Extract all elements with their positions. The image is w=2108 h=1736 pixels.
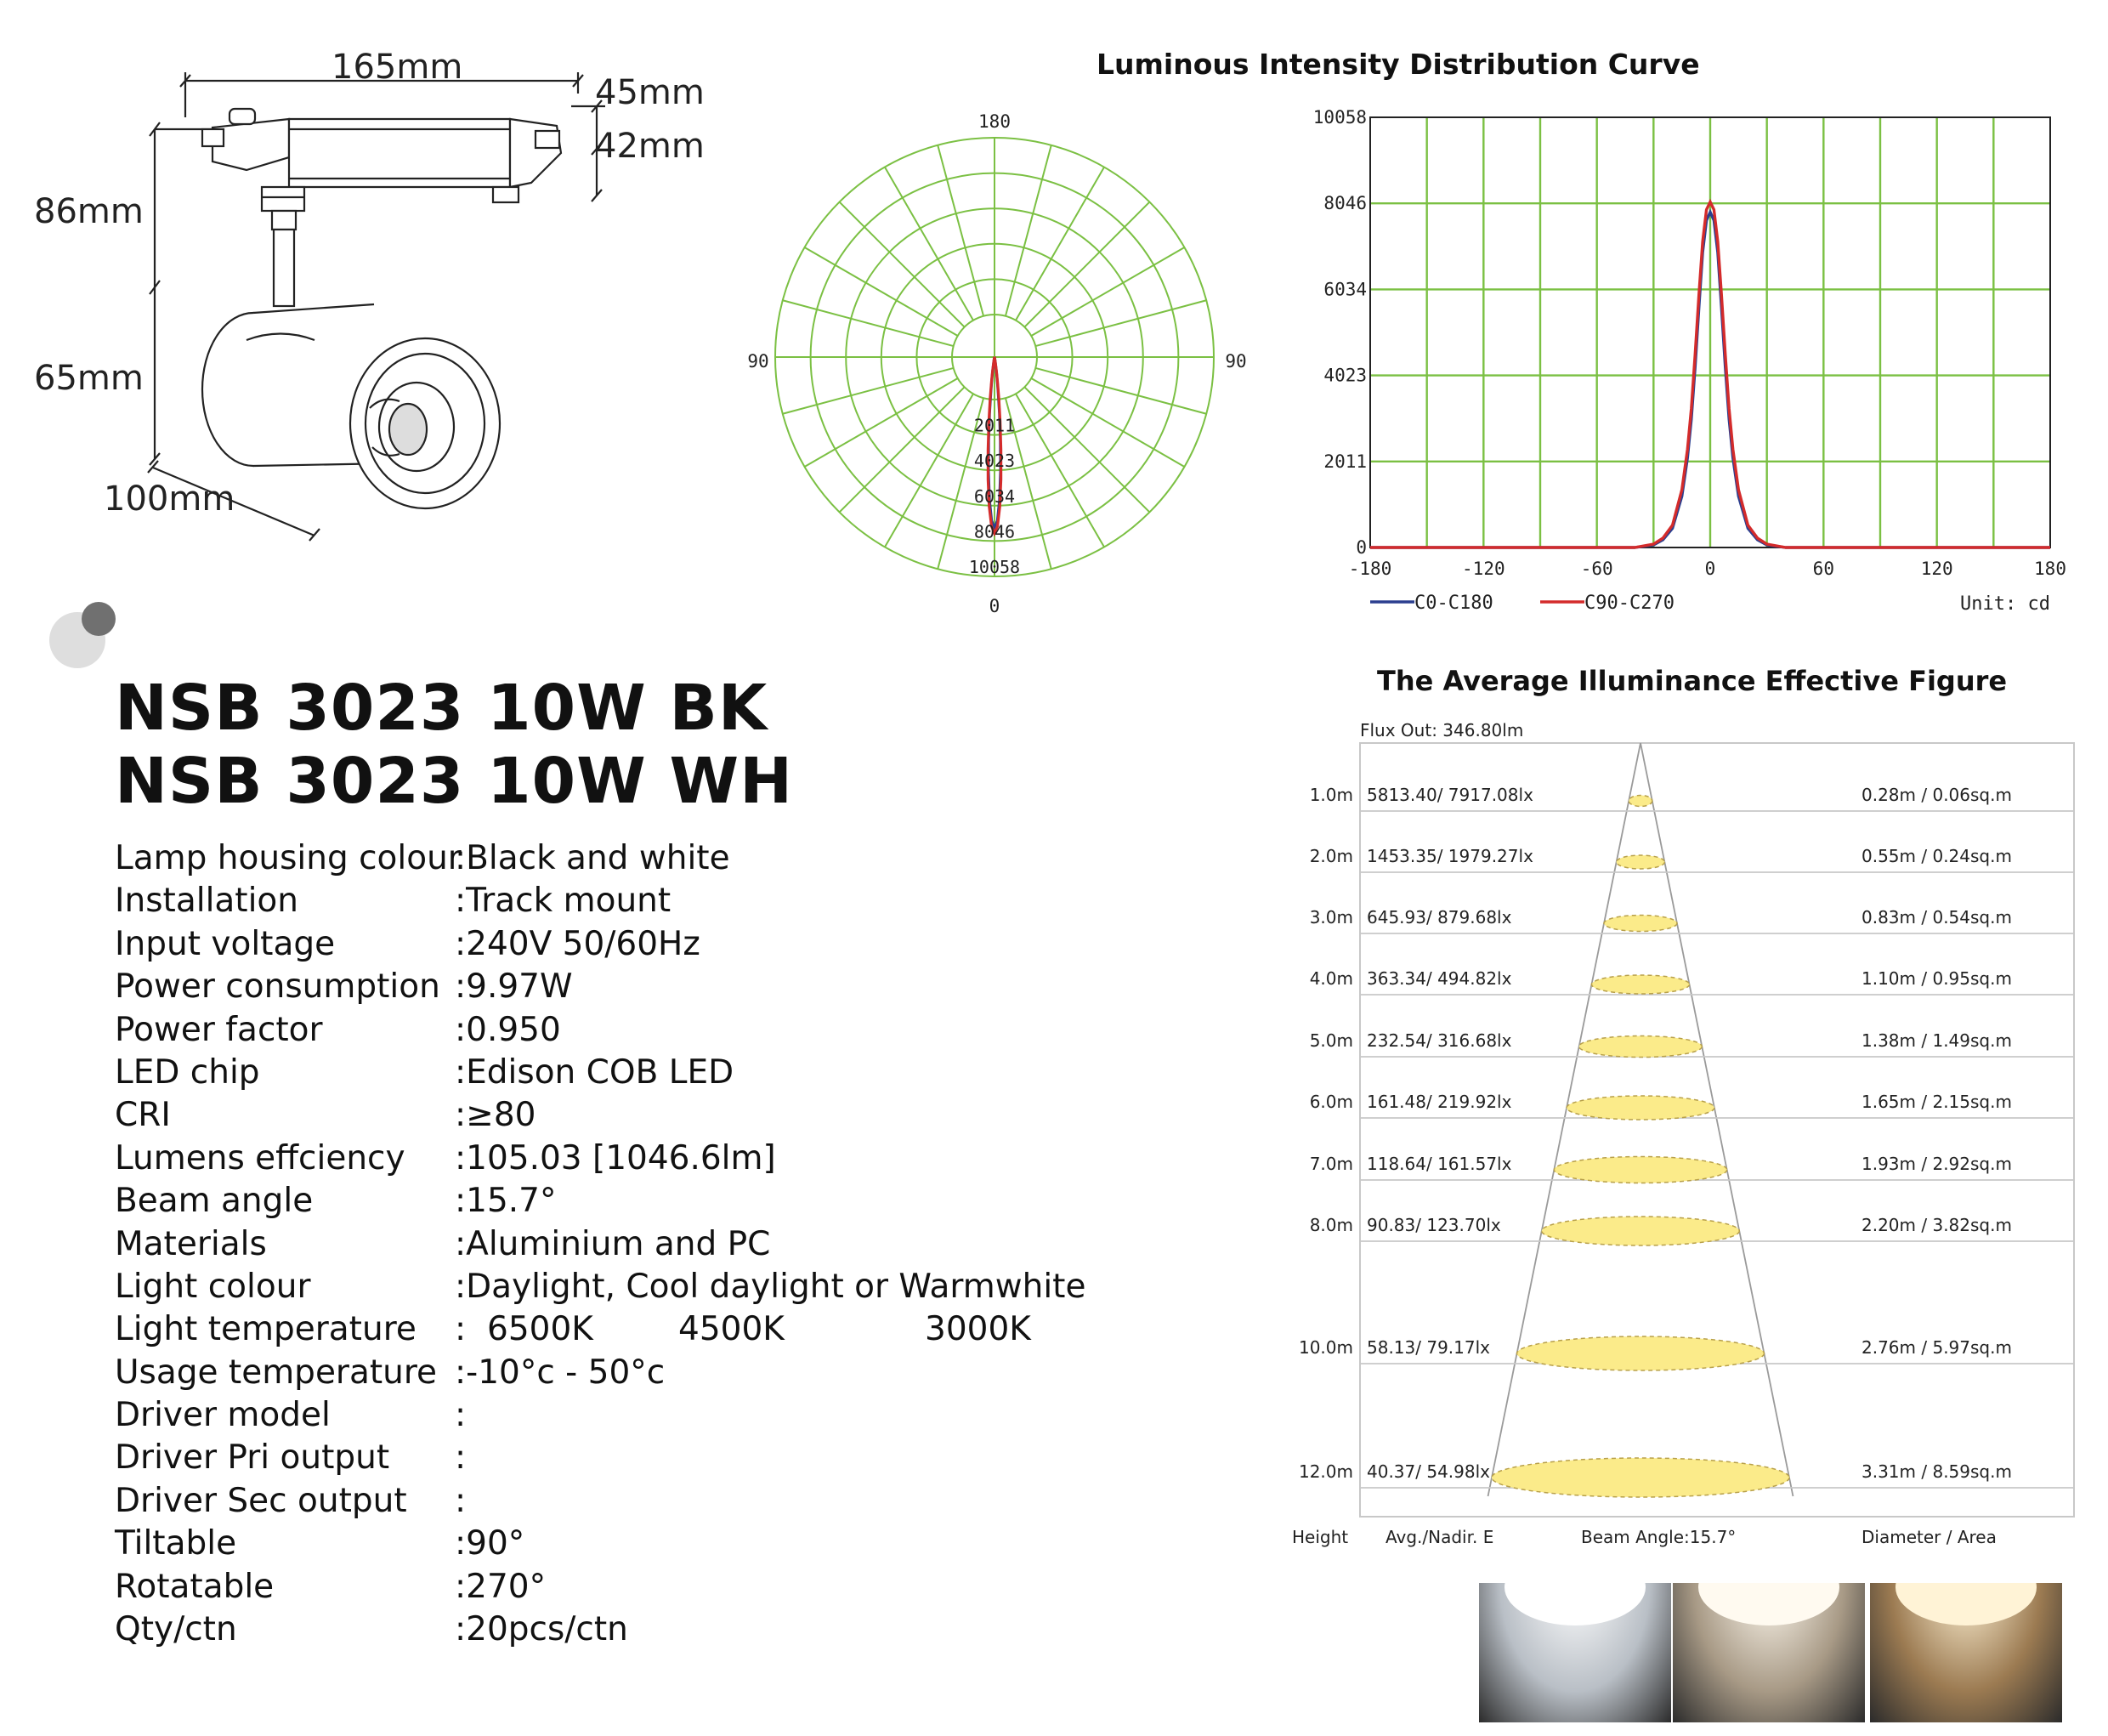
spec-list (115, 837, 1118, 1651)
row-illuminance: 90.83/ 123.70lx (1367, 1215, 1501, 1235)
spec-value: :0.950 (455, 1010, 561, 1049)
row-illuminance: 118.64/ 161.57lx (1367, 1154, 1512, 1174)
spec-row (115, 1608, 1118, 1651)
spec-label: Light colour (115, 1267, 311, 1306)
y-tick-label: 8046 (1323, 193, 1367, 214)
spec-label: Rotatable (115, 1567, 275, 1606)
polar-spoke (783, 368, 954, 414)
dim-42mm: 42mm (595, 127, 705, 166)
spec-value: :Track mount (455, 882, 672, 921)
row-diameter-area: 2.20m / 3.82sq.m (1862, 1215, 2012, 1235)
row-height: 1.0m (1309, 785, 1353, 805)
dim-100mm: 100mm (104, 479, 235, 519)
row-diameter-area: 1.93m / 2.92sq.m (1862, 1154, 2012, 1174)
spec-row (115, 1009, 1118, 1052)
polar-spoke (840, 387, 965, 512)
spec-label: Input voltage (115, 924, 336, 963)
spec-value: :90° (455, 1524, 525, 1563)
spec-row (115, 837, 1118, 880)
x-tick-label: -60 (1580, 559, 1613, 579)
row-diameter-area: 1.10m / 0.95sq.m (1862, 968, 2012, 989)
legend-label: C90-C270 (1584, 593, 1674, 614)
spec-row (115, 966, 1118, 1008)
row-illuminance: 58.13/ 79.17lx (1367, 1337, 1490, 1358)
polar-ring-label-4: 10058 (968, 557, 1021, 577)
flux-out-label: Flux Out: 346.80lm (1360, 720, 1524, 740)
x-tick-label: 120 (1920, 559, 1953, 579)
polar-spoke (1035, 300, 1206, 346)
spec-label: Installation (115, 882, 299, 921)
spec-label: CRI (115, 1096, 171, 1135)
polar-ring-label-1: 4023 (973, 451, 1016, 472)
dim-45mm: 45mm (595, 73, 705, 112)
model-name-wh: NSB 3023 10W WH (115, 745, 794, 818)
light-photo-daylight (1479, 1583, 1671, 1722)
spec-value: : (455, 1310, 467, 1349)
spec-value: :Aluminium and PC (455, 1224, 771, 1263)
spec-value: :≥80 (455, 1096, 536, 1135)
spec-label: Power factor (115, 1010, 323, 1049)
polar-spoke (1024, 202, 1149, 327)
x-tick-label: -120 (1462, 559, 1505, 579)
cartesian-intensity-chart (1292, 94, 2091, 638)
polar-spoke (1035, 368, 1206, 414)
spec-value: :Daylight, Cool daylight or Warmwhite (455, 1267, 1086, 1306)
beam-ellipse (1604, 916, 1677, 932)
spec-value: :105.03 [1046.6lm] (455, 1138, 776, 1177)
row-illuminance: 645.93/ 879.68lx (1367, 907, 1512, 928)
spec-row (115, 1352, 1118, 1394)
row-diameter-area: 0.83m / 0.54sq.m (1862, 907, 2012, 928)
spec-row (115, 1308, 1118, 1351)
spec-value: :-10°c - 50°c (455, 1353, 666, 1392)
spec-row (115, 1566, 1118, 1608)
polar-angle-left: 90 (747, 351, 769, 372)
row-height: 5.0m (1309, 1030, 1353, 1051)
spec-label: Beam angle (115, 1182, 314, 1221)
spec-row (115, 1266, 1118, 1308)
illuminance-column-headers (1292, 1527, 1997, 1547)
polar-ring-label-2: 6034 (973, 485, 1016, 507)
spec-label: Lamp housing colour (115, 839, 462, 877)
polar-spoke (783, 300, 954, 346)
dim-86mm: 86mm (34, 192, 144, 231)
polar-spoke (840, 202, 965, 327)
decorative-circle-small (82, 602, 116, 636)
row-height: 12.0m (1298, 1461, 1353, 1482)
lamp-glow (1896, 1583, 2037, 1625)
spec-label: Tiltable (115, 1524, 237, 1563)
product-dimension-drawing (34, 34, 731, 578)
polar-spoke (1024, 387, 1149, 512)
temperature-option: 6500K (487, 1310, 593, 1349)
spec-label: Lumens effciency (115, 1138, 405, 1177)
beam-ellipse (1617, 855, 1665, 869)
row-illuminance: 161.48/ 219.92lx (1367, 1092, 1512, 1112)
beam-ellipse (1629, 796, 1652, 807)
x-tick-label: -180 (1348, 559, 1392, 579)
spec-row (115, 1180, 1118, 1223)
beam-ellipse (1492, 1458, 1789, 1497)
row-diameter-area: 0.28m / 0.06sq.m (1862, 785, 2012, 805)
cartesian-grid (1370, 117, 2050, 547)
unit-label: Unit: cd (1960, 593, 2050, 615)
light-photo-cool-daylight (1673, 1583, 1865, 1722)
column-header: Height (1292, 1527, 1349, 1547)
spec-row (115, 1052, 1118, 1094)
spec-label: Driver model (115, 1396, 331, 1435)
spec-row (115, 1094, 1118, 1137)
row-height: 4.0m (1309, 968, 1353, 989)
y-tick-label: 10058 (1312, 107, 1367, 128)
spec-row (115, 1223, 1118, 1266)
x-tick-label: 180 (2034, 559, 2066, 579)
row-height: 10.0m (1298, 1337, 1353, 1358)
light-photo-warmwhite (1870, 1583, 2062, 1722)
dim-165mm: 165mm (332, 48, 463, 87)
polar-angle-right: 90 (1225, 351, 1247, 372)
polar-ring-label-3: 8046 (973, 521, 1016, 542)
temperature-option: 3000K (925, 1310, 1031, 1349)
spec-row (115, 1394, 1118, 1437)
spec-label: Driver Pri output (115, 1438, 390, 1478)
illuminance-figure (1275, 714, 2091, 1573)
spec-value: :Black and white (455, 839, 730, 877)
spec-label: LED chip (115, 1052, 260, 1092)
row-diameter-area: 0.55m / 0.24sq.m (1862, 846, 2012, 866)
dim-65mm: 65mm (34, 359, 144, 398)
beam-ellipse (1579, 1036, 1703, 1058)
beam-ellipse (1517, 1336, 1765, 1370)
y-tick-label: 4023 (1323, 365, 1367, 386)
beam-ellipse (1542, 1217, 1740, 1245)
polar-spoke (1006, 145, 1051, 316)
spec-value: :Edison COB LED (455, 1052, 734, 1092)
spec-row (115, 1523, 1118, 1565)
model-name-bk: NSB 3023 10W BK (115, 672, 768, 745)
beam-ellipse (1554, 1157, 1726, 1183)
spec-label: Driver Sec output (115, 1481, 407, 1520)
lamp-glow (1698, 1583, 1839, 1625)
spec-value: :9.97W (455, 967, 573, 1007)
column-header: Beam Angle:15.7° (1581, 1527, 1737, 1547)
illuminance-rows (1299, 785, 2074, 1497)
row-diameter-area: 3.31m / 8.59sq.m (1862, 1461, 2012, 1482)
row-diameter-area: 1.65m / 2.15sq.m (1862, 1092, 2012, 1112)
spec-label: Usage temperature (115, 1353, 438, 1392)
row-illuminance: 363.34/ 494.82lx (1367, 968, 1512, 989)
spec-value: :20pcs/ctn (455, 1610, 628, 1649)
spec-value: : (455, 1481, 467, 1520)
row-illuminance: 5813.40/ 7917.08lx (1367, 785, 1533, 805)
row-height: 8.0m (1309, 1215, 1353, 1235)
polar-angle-top: 180 (978, 111, 1011, 132)
chart-legend (1370, 593, 1674, 614)
row-illuminance: 1453.35/ 1979.27lx (1367, 846, 1533, 866)
spec-row (115, 923, 1118, 966)
chart-title-luminous: Luminous Intensity Distribution Curve (1096, 48, 1700, 81)
spec-row (115, 1137, 1118, 1180)
polar-spoke (938, 145, 983, 316)
spec-value: :270° (455, 1567, 547, 1606)
spec-value: : (455, 1438, 467, 1478)
spec-value: : (455, 1396, 467, 1435)
row-illuminance: 232.54/ 316.68lx (1367, 1030, 1512, 1051)
row-height: 7.0m (1309, 1154, 1353, 1174)
polar-angle-bottom: 0 (989, 596, 1000, 616)
beam-ellipse (1567, 1096, 1714, 1120)
spec-row (115, 1437, 1118, 1479)
x-tick-label: 60 (1812, 559, 1834, 579)
legend-label: C0-C180 (1414, 593, 1493, 614)
lamp-glow (1504, 1583, 1646, 1625)
y-tick-label: 6034 (1323, 279, 1367, 300)
spec-label: Power consumption (115, 967, 440, 1007)
polar-ring-label-0: 2011 (973, 415, 1016, 436)
row-diameter-area: 2.76m / 5.97sq.m (1862, 1337, 2012, 1358)
beam-ellipse (1591, 975, 1689, 994)
spec-label: Qty/ctn (115, 1610, 237, 1649)
polar-intensity-chart (731, 102, 1258, 629)
temperature-option: 4500K (678, 1310, 785, 1349)
illuminance-figure-title: The Average Illuminance Effective Figure (1377, 665, 2008, 697)
column-header: Diameter / Area (1862, 1527, 1997, 1547)
row-height: 6.0m (1309, 1092, 1353, 1112)
spec-label: Light temperature (115, 1310, 416, 1349)
row-height: 3.0m (1309, 907, 1353, 928)
y-tick-label: 0 (1356, 537, 1367, 558)
column-header: Avg./Nadir. E (1386, 1527, 1494, 1547)
spec-label: Materials (115, 1224, 267, 1263)
y-tick-label: 2011 (1323, 451, 1367, 472)
x-tick-label: 0 (1704, 559, 1716, 579)
cone-edge-right (1640, 743, 1793, 1496)
spec-value: :240V 50/60Hz (455, 924, 700, 963)
spec-row (115, 1480, 1118, 1523)
row-height: 2.0m (1309, 846, 1353, 866)
row-diameter-area: 1.38m / 1.49sq.m (1862, 1030, 2012, 1051)
row-illuminance: 40.37/ 54.98lx (1367, 1461, 1490, 1482)
spec-row (115, 880, 1118, 922)
spec-value: :15.7° (455, 1182, 557, 1221)
